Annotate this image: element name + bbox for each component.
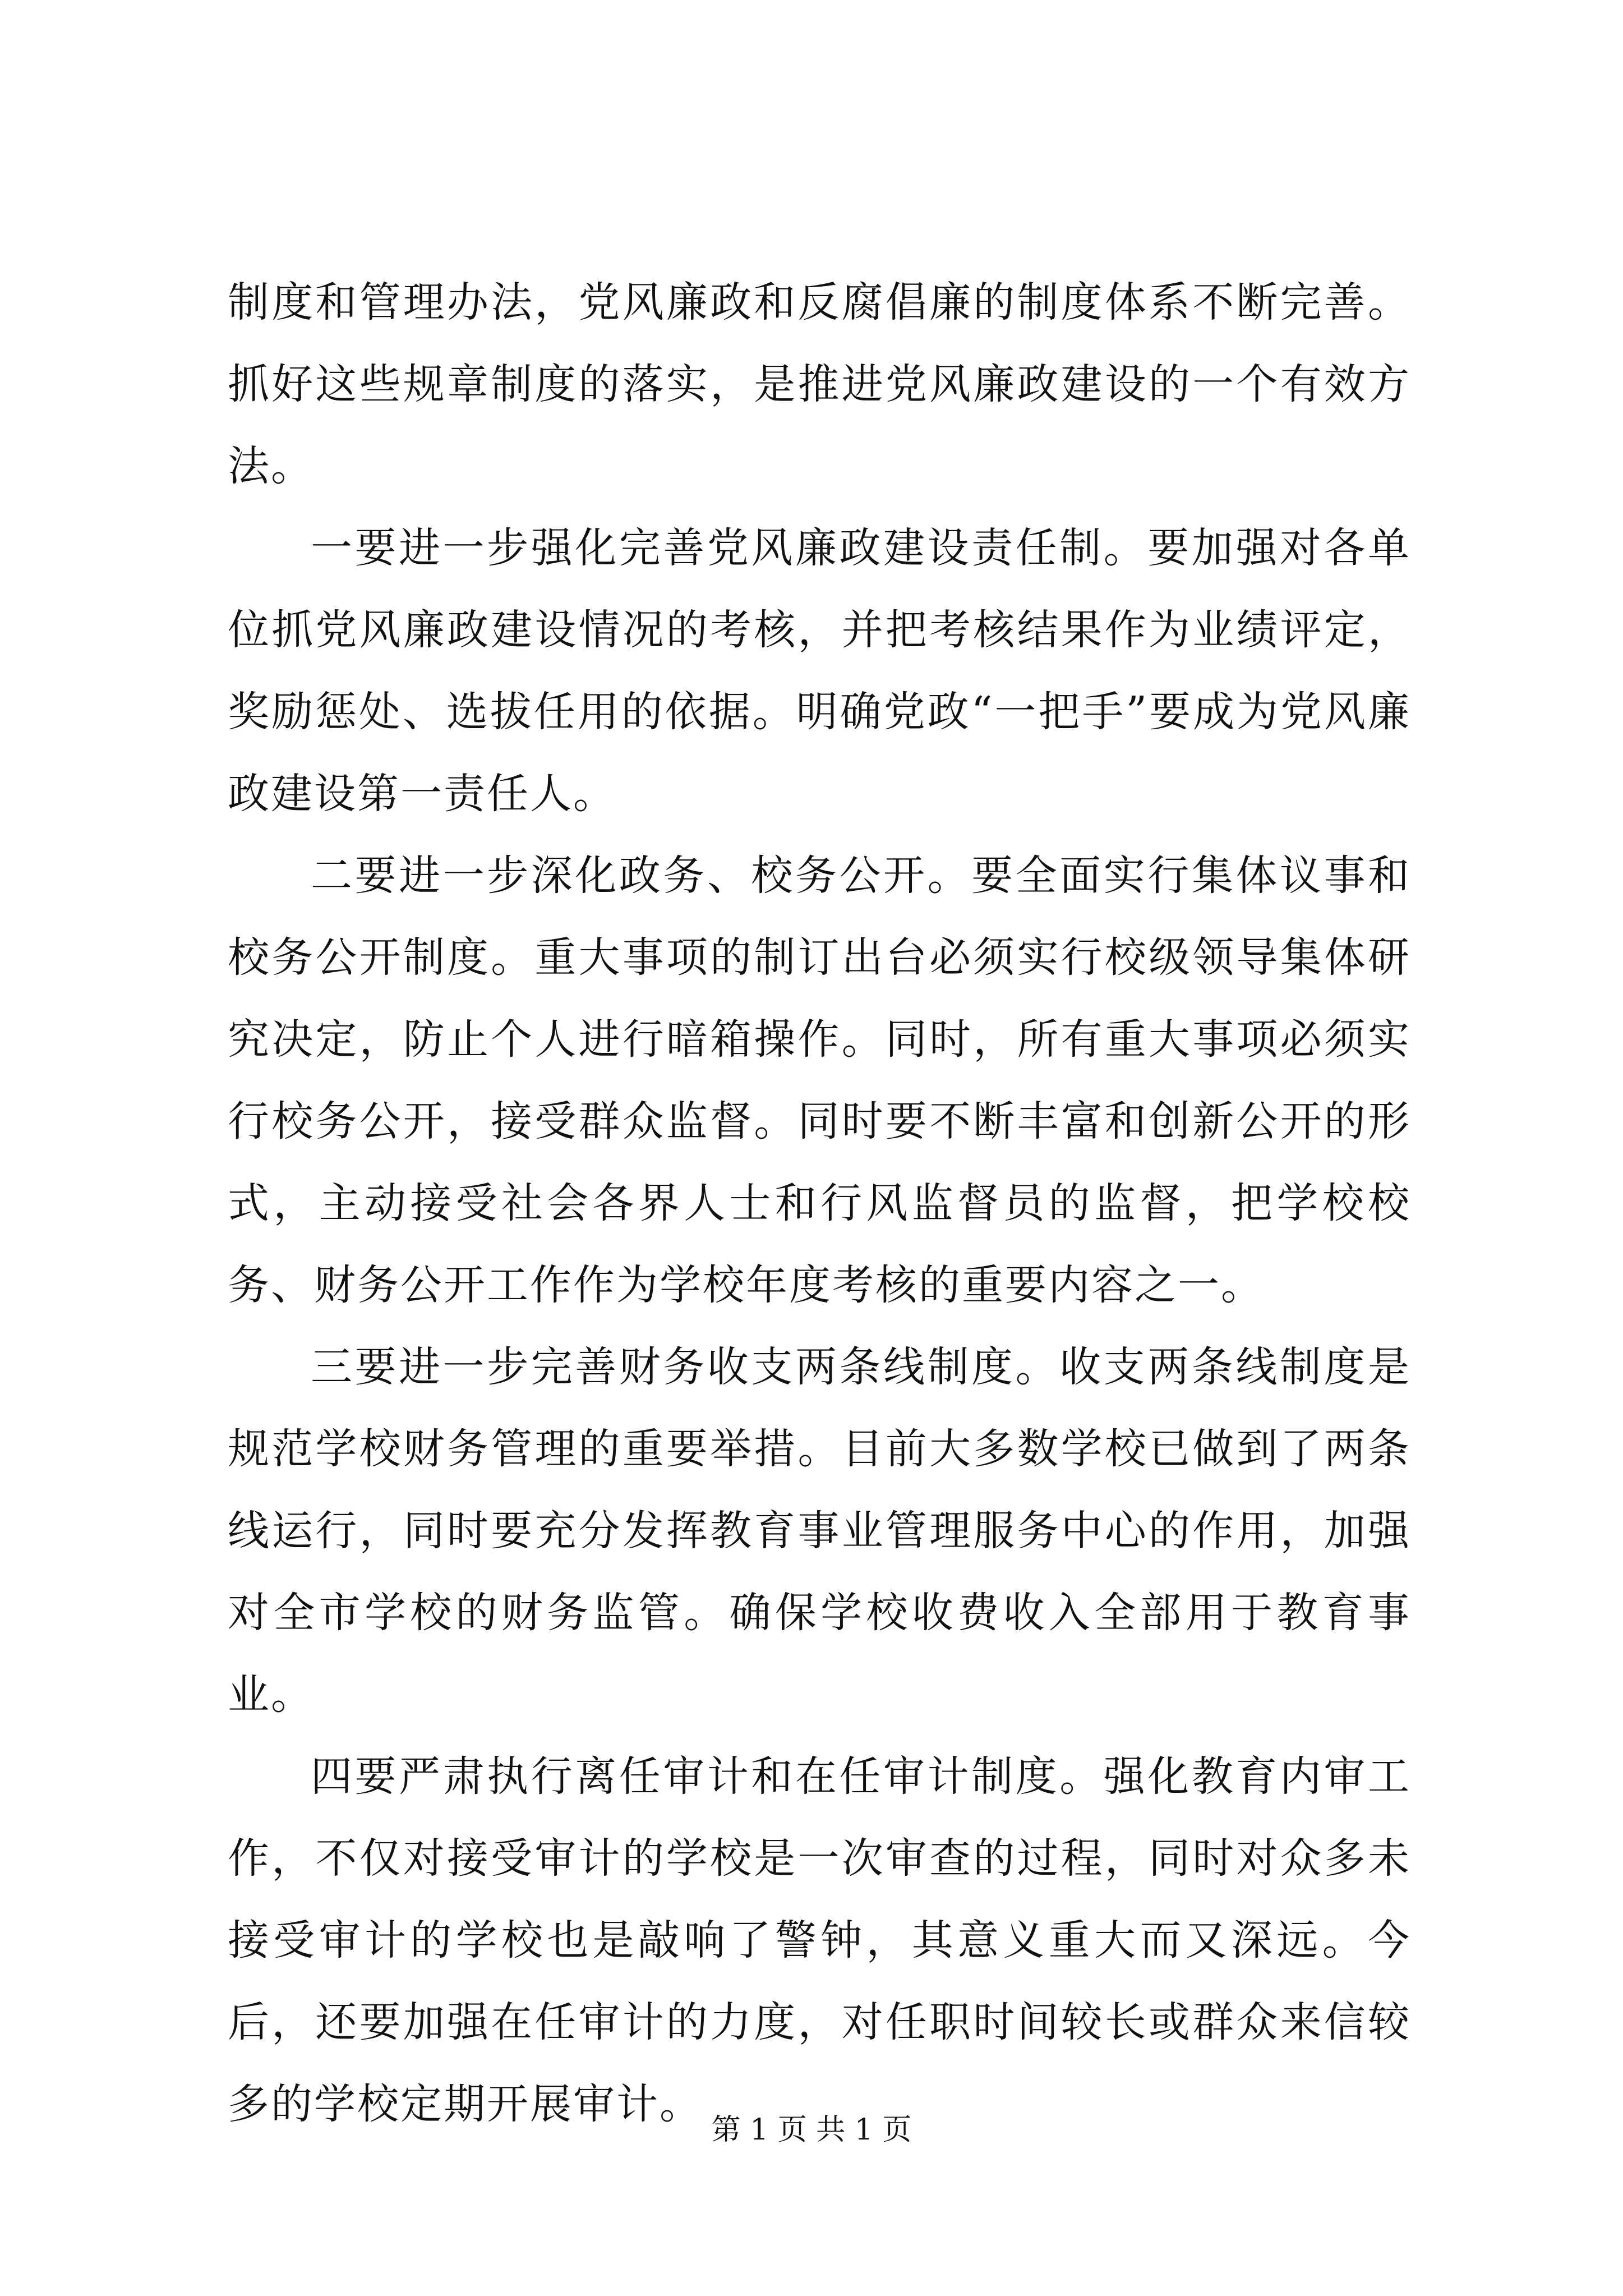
page-footer: 第 1 页 共 1 页: [711, 2113, 912, 2147]
paragraph-item-2: 二要进一步深化政务、校务公开。要全面实行集体议事和校务公开制度。重大事项的制订出台必须实行校级领导集体研究决定，防止个人进行暗箱操作。同时，所有重大事项必须实行校务公开，接受群众监督。同时要不断丰富和创新公开的形式，主动接受社会各界人士和行风监督员的监督，把学校校务、财务公开工作作为学校年度考核的重要内容之一。: [228, 852, 1411, 1309]
paragraph-item-3: 三要进一步完善财务收支两条线制度。收支两条线制度是规范学校财务管理的重要举措。目前大多数学校已做到了两条线运行，同时要充分发挥教育事业管理服务中心的作用，加强对全市学校的财务监管。确保学校收费收入全部用于教育事业。: [228, 1343, 1411, 1719]
paragraph-continuation: 制度和管理办法，党风廉政和反腐倡廉的制度体系不断完善。抓好这些规章制度的落实，是推进党风廉政建设的一个有效方法。: [228, 278, 1411, 490]
paragraph-item-4: 四要严肃执行离任审计和在任审计制度。强化教育内审工作，不仅对接受审计的学校是一次审查的过程，同时对众多未接受审计的学校也是敲响了警钟，其意义重大而又深远。今后，还要加强在任审计的力度，对任职时间较长或群众来信较多的学校定期开展审计。: [228, 1752, 1411, 2128]
body-text: [228, 261, 1411, 2145]
paragraph-item-1: 一要进一步强化完善党风廉政建设责任制。要加强对各单位抓党风廉政建设情况的考核，并把考核结果作为业绩评定，奖励惩处、选拔任用的依据。明确党政“一把手”要成为党风廉政建设第一责任人。: [228, 524, 1411, 818]
